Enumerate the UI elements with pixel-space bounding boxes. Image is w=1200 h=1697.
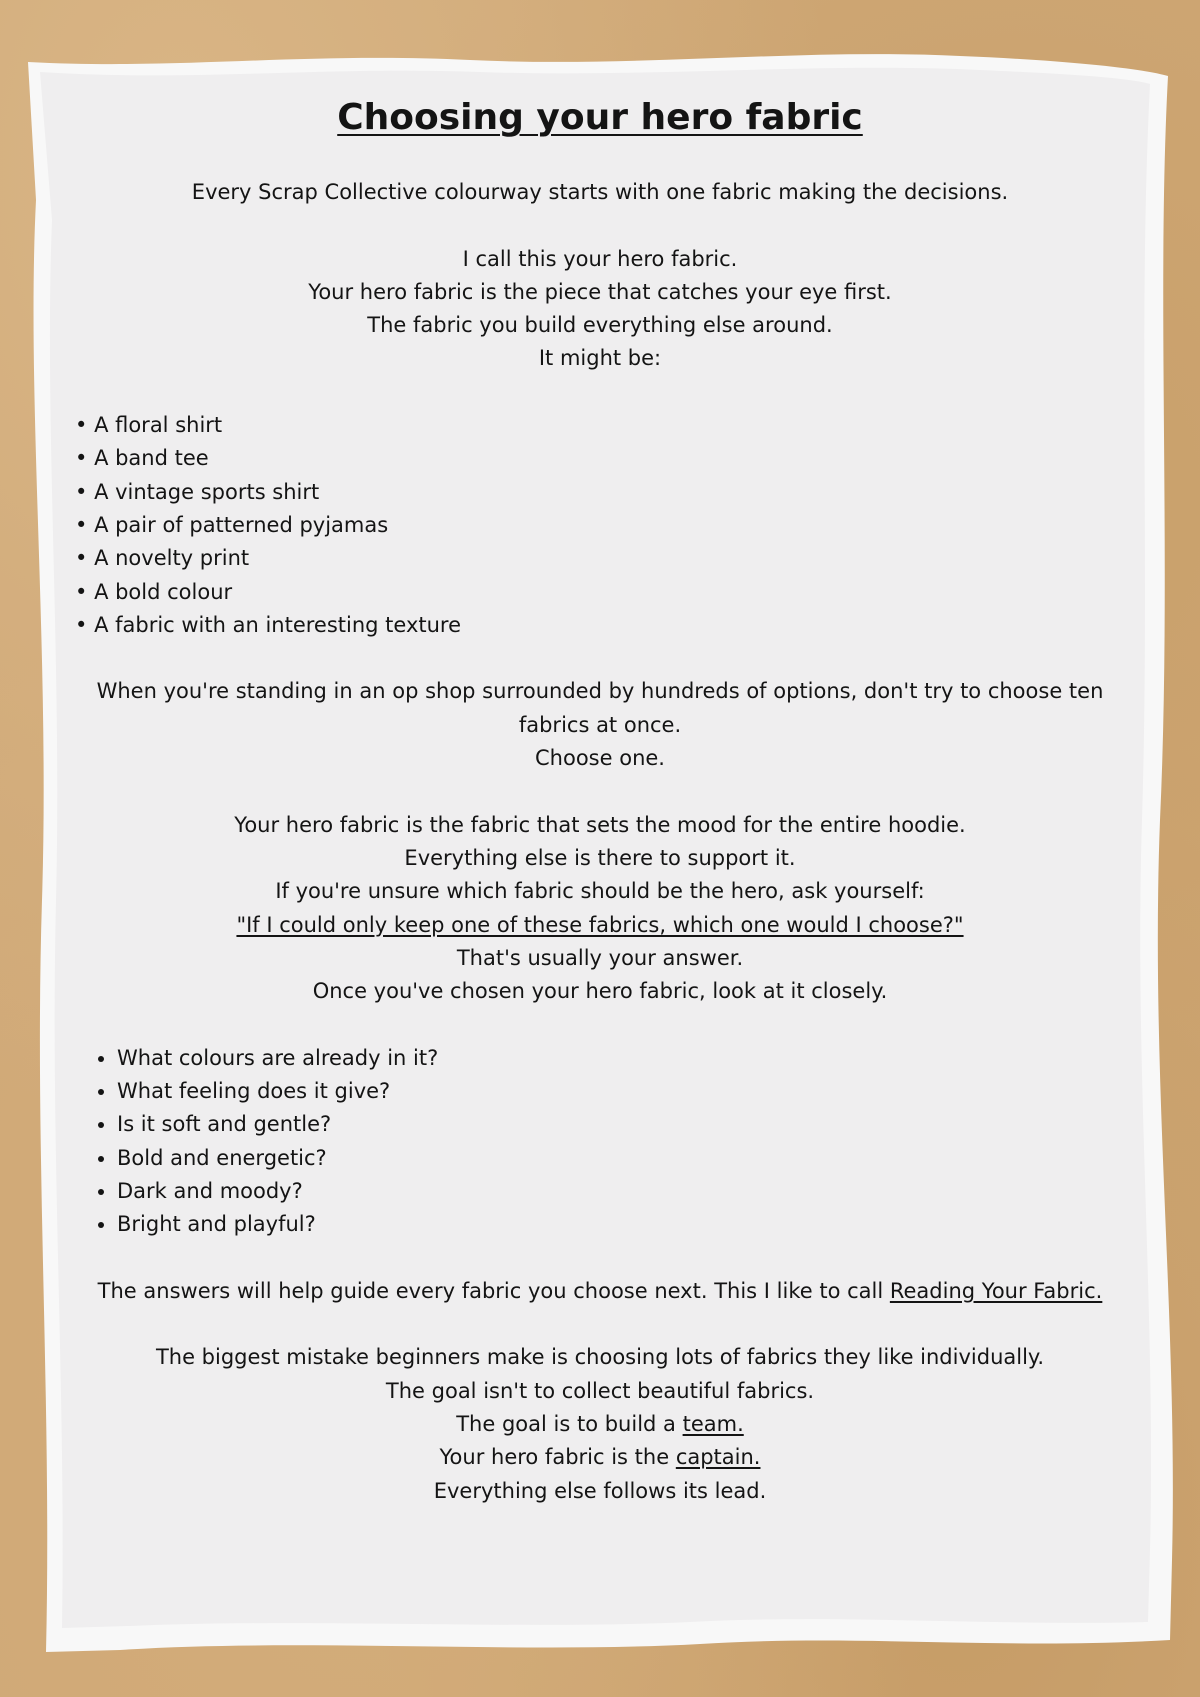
para3-line: That's usually your answer. [456, 945, 744, 970]
list-item: • Is it soft and gentle? [117, 1108, 1140, 1141]
list-item: • A floral shirt [75, 409, 1140, 442]
document-body [60, 90, 1140, 1508]
list-item: • A fabric with an interesting texture [75, 609, 1140, 642]
list-item: • What feeling does it give? [117, 1075, 1140, 1108]
para3-line: If you're unsure which fabric should be the hero, ask yourself: [275, 879, 925, 904]
para1-line: It might be: [538, 346, 662, 371]
list-item: • A bold colour [75, 576, 1140, 609]
para2-line: Choose one. [535, 746, 665, 771]
reading-your-fabric-term: Reading Your Fabric. [889, 1278, 1103, 1303]
hero-fabric-examples-list [60, 409, 1140, 642]
para2-line: When you're standing in an op shop surrounded by hundreds of options, don't try to choose ten fabrics at once. [96, 679, 1104, 737]
key-question-quote: "If I could only keep one of these fabrics, which one would I choose?" [236, 912, 964, 937]
list-item: • A novelty print [75, 542, 1140, 575]
para5-text: Your hero fabric is the [439, 1445, 676, 1470]
para3-line: Your hero fabric is the fabric that sets the mood for the entire hoodie. [234, 812, 966, 837]
list-item: • A pair of patterned pyjamas [75, 509, 1140, 542]
para3-line: Everything else is there to support it. [404, 845, 796, 870]
para5-line: The biggest mistake beginners make is choosing lots of fabrics they like individually. [155, 1345, 1045, 1370]
list-item: • Bold and energetic? [117, 1142, 1140, 1175]
para3-line: Once you've chosen your hero fabric, look at it closely. [312, 979, 888, 1004]
para5-text: The goal is to build a [456, 1411, 683, 1436]
captain-term: captain. [675, 1445, 761, 1470]
list-item: • A band tee [75, 442, 1140, 475]
para5-line [60, 1441, 1140, 1474]
team-term: team. [682, 1411, 744, 1436]
list-item: • Dark and moody? [117, 1175, 1140, 1208]
reading-questions-list [60, 1042, 1140, 1242]
list-item: • A vintage sports shirt [75, 476, 1140, 509]
page-title: Choosing your hero fabric [337, 97, 863, 138]
para5-line [60, 1408, 1140, 1441]
list-item: • What colours are already in it? [117, 1042, 1140, 1075]
intro-line: Every Scrap Collective colourway starts with one fabric making the decisions. [191, 180, 1009, 204]
para5-line: Everything else follows its lead. [433, 1478, 767, 1503]
para4-line [60, 1275, 1140, 1308]
para5-line: The goal isn't to collect beautiful fabrics. [385, 1378, 815, 1403]
para1-line: The fabric you build everything else around. [367, 313, 833, 338]
para1-line: Your hero fabric is the piece that catches your eye first. [308, 279, 892, 304]
para1-line: I call this your hero fabric. [462, 246, 738, 271]
para4-text: The answers will help guide every fabric you choose next. This I like to call [97, 1278, 890, 1303]
list-item: • Bright and playful? [117, 1208, 1140, 1241]
